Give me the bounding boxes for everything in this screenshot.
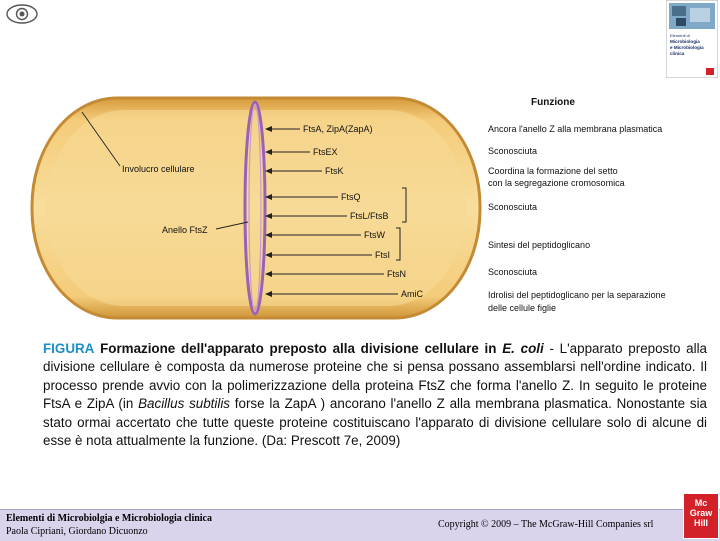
cover-line-2: Microbiologia (670, 39, 700, 44)
function-ftsn: Sconosciuta (488, 267, 538, 277)
figure-title: Formazione dell'apparato preposto alla divisione cellulare in (100, 341, 497, 356)
footer-authors: Paola Cipriani, Giordano Dicuonzo (6, 526, 148, 537)
label-anello-ftsz: Anello FtsZ (162, 225, 208, 235)
cell-division-diagram (0, 88, 720, 328)
protein-amic: AmiC (401, 289, 423, 299)
eye-icon (5, 2, 39, 26)
figure-caption (43, 340, 707, 450)
function-column-title: Funzione (531, 97, 575, 108)
label-involucro-cellulare: Involucro cellulare (122, 164, 195, 174)
caption-text-1: - L'apparato preposto alla divisione cellulare è composta da numerose proteine che si pensa possano assemblarsi nell'ordine indicato. Il processo prende avvio con la polimerizzazione della proteina FtsZ che forma l'anello Z. In seguito le proteine FtsA e ZipA (in (43, 341, 707, 412)
book-cover-thumbnail (666, 0, 718, 78)
function-ftsw: Sintesi del peptidoglicano (488, 240, 591, 250)
function-amic-line1: Idrolisi del peptidoglicano per la separazione (488, 290, 666, 300)
caption-species: Bacillus subtilis (138, 396, 230, 412)
function-ftsk-line1: Coordina la formazione del setto (488, 166, 618, 176)
footer-copyright: Copyright © 2009 – The McGraw-Hill Companies srl (438, 519, 654, 530)
figure-title-species: E. coli (502, 341, 544, 356)
function-ftsex: Sconosciuta (488, 146, 538, 156)
footer-bar (0, 509, 720, 541)
logo-line-1: Mc (694, 498, 708, 508)
cover-line-4: clinica (670, 51, 685, 56)
footer-book-title: Elementi di Microbiolgia e Microbiologia clinica (6, 513, 212, 524)
protein-ftsn: FtsN (387, 269, 406, 279)
cover-line-1: Elementi di (670, 33, 690, 38)
caption-text-2: forse la ZapA ) ancorano l'anello Z alla membrana plasmatica. Nonostante sia stato ormai accertato che tutte queste proteine costituiscano l'apparato di divisione cellulare solo di alcune di esse è nota attualmente la funzione. (Da: Prescott 7e, 2009) (43, 396, 708, 449)
protein-ftsl-ftsb: FtsL/FtsB (350, 211, 389, 221)
protein-ftsk: FtsK (325, 166, 344, 176)
function-ftsk-line2: con la segregazione cromosomica (488, 178, 625, 188)
protein-ftsq: FtsQ (341, 192, 361, 202)
function-amic-line2: delle cellule figlie (488, 303, 557, 313)
protein-ftsex: FtsEX (313, 147, 338, 157)
function-ftsq: Sconosciuta (488, 202, 538, 212)
footer-book-info (6, 512, 212, 538)
cover-line-3: e Microbiologia (670, 45, 704, 50)
logo-line-3: Hill (693, 518, 708, 528)
protein-ftsi: FtsI (375, 250, 390, 260)
logo-line-2: Graw (689, 508, 713, 518)
mcgraw-hill-logo (683, 493, 719, 539)
function-ftsa: Ancora l'anello Z alla membrana plasmatica (488, 124, 663, 134)
protein-ftsa-zipa: FtsA, ZipA(ZapA) (303, 124, 373, 134)
protein-ftsw: FtsW (364, 230, 385, 240)
figure-label: FIGURA (43, 341, 95, 356)
